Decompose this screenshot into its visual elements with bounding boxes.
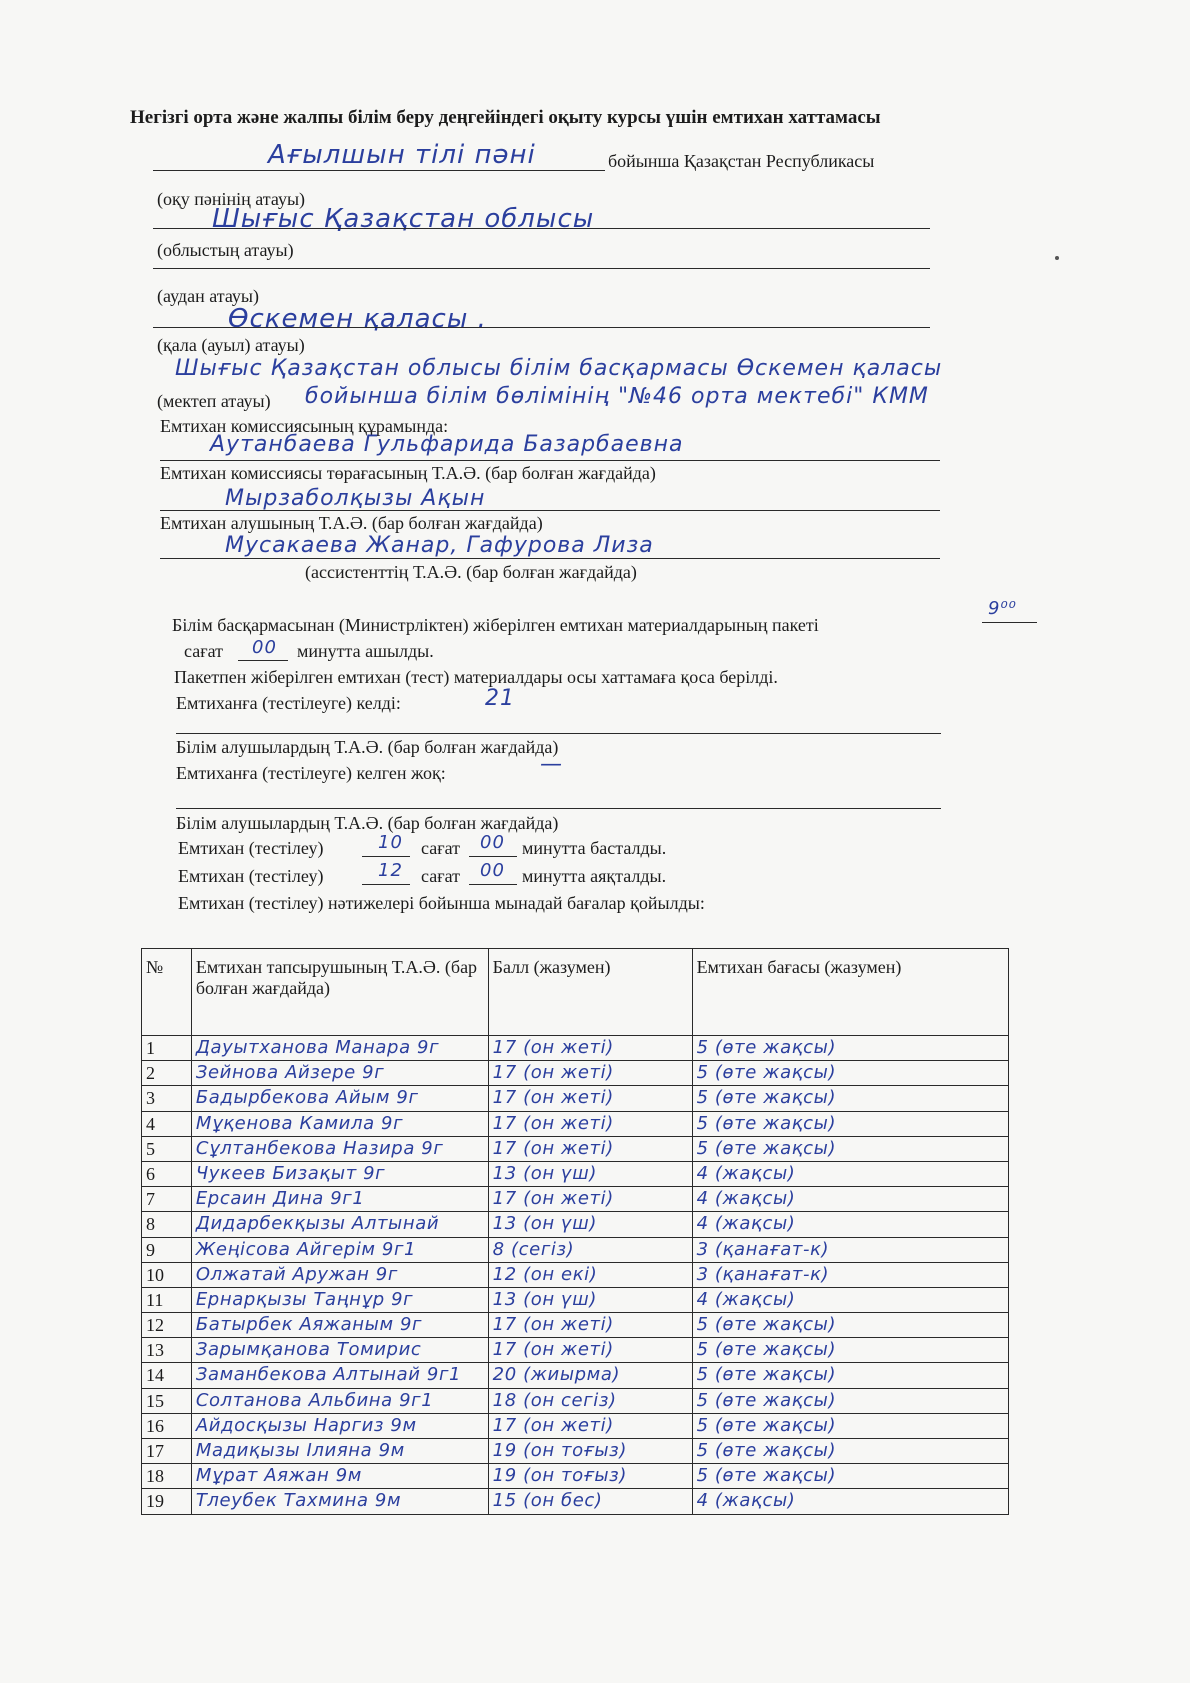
table-row	[142, 1363, 1009, 1388]
package-minute-handwritten: 00	[252, 637, 277, 658]
score-cell: 17 (он жеті)	[488, 1086, 692, 1111]
grade-cell: 5 (өте жақсы)	[692, 1363, 1008, 1388]
table-row	[142, 1237, 1009, 1262]
package-hour-line	[982, 622, 1037, 623]
start-hour-line	[362, 856, 410, 857]
score-cell: 19 (он тоғыз)	[488, 1439, 692, 1464]
row-number: 12	[142, 1313, 192, 1338]
row-number: 8	[142, 1212, 192, 1237]
came-caption: Білім алушылардың Т.А.Ә. (бар болған жағдайда)	[176, 737, 559, 757]
grade-cell: 5 (өте жақсы)	[692, 1388, 1008, 1413]
assistants-line	[160, 558, 940, 559]
row-number: 14	[142, 1363, 192, 1388]
grades-table	[141, 948, 1009, 1515]
header-number: №	[142, 949, 192, 1036]
header-name: Емтихан тапсырушының Т.А.Ә. (бар болған жағдайда)	[191, 949, 488, 1036]
start-suffix: минутта басталды.	[522, 838, 667, 858]
score-cell: 13 (он үш)	[488, 1287, 692, 1312]
start-prefix: Емтихан (тестілеу)	[178, 838, 324, 858]
school-handwritten-line2: бойынша білім бөлімінің "№46 орта мектебі" КММ	[305, 384, 929, 409]
end-prefix: Емтихан (тестілеу)	[178, 866, 324, 886]
row-number: 17	[142, 1439, 192, 1464]
row-number: 1	[142, 1036, 192, 1061]
grade-cell: 5 (өте жақсы)	[692, 1413, 1008, 1438]
score-cell: 17 (он жеті)	[488, 1413, 692, 1438]
score-cell: 8 (сегіз)	[488, 1237, 692, 1262]
examiner-line	[160, 510, 940, 511]
page-title: Негізгі орта және жалпы білім беру деңгейіндегі оқыту курсы үшін емтихан хаттамасы	[130, 107, 881, 128]
subject-line	[153, 170, 605, 171]
student-name: Мұқенова Камила 9г	[191, 1111, 488, 1136]
student-name: Чукеев Бизақыт 9г	[191, 1161, 488, 1186]
row-number: 4	[142, 1111, 192, 1136]
row-number: 13	[142, 1338, 192, 1363]
grade-cell: 3 (қанағат-к)	[692, 1237, 1008, 1262]
grade-cell: 5 (өте жақсы)	[692, 1086, 1008, 1111]
score-cell: 18 (он сегіз)	[488, 1388, 692, 1413]
absent-caption: Білім алушылардың Т.А.Ә. (бар болған жағдайда)	[176, 813, 559, 833]
score-cell: 15 (он бес)	[488, 1489, 692, 1514]
student-name: Мұрат Аяжан 9м	[191, 1464, 488, 1489]
grades-table-body	[142, 1036, 1009, 1515]
package-opened-text: минутта ашылды.	[297, 641, 434, 661]
region-caption: (облыстың атауы)	[157, 240, 294, 260]
student-name: Дауытханова Манара 9г	[191, 1036, 488, 1061]
start-hour-handwritten: 10	[378, 832, 403, 853]
row-number: 10	[142, 1262, 192, 1287]
student-name: Бадырбекова Айым 9г	[191, 1086, 488, 1111]
assistants-handwritten: Мусакаева Жанар, Гафурова Лиза	[225, 533, 654, 558]
row-number: 16	[142, 1413, 192, 1438]
chair-handwritten: Аутанбаева Гульфарида Базарбаевна	[210, 432, 684, 457]
table-row	[142, 1136, 1009, 1161]
table-row	[142, 1086, 1009, 1111]
student-name: Жеңісова Айгерім 9г1	[191, 1237, 488, 1262]
row-number: 6	[142, 1161, 192, 1186]
absent-label: Емтиханға (тестілеуге) келген жоқ:	[176, 763, 446, 783]
start-minute-handwritten: 00	[480, 832, 505, 853]
score-cell: 19 (он тоғыз)	[488, 1464, 692, 1489]
speck-mark	[1055, 256, 1059, 260]
school-caption: (мектеп атауы)	[157, 391, 271, 411]
student-name: Зейнова Айзере 9г	[191, 1061, 488, 1086]
score-cell: 17 (он жеті)	[488, 1136, 692, 1161]
student-name: Заманбекова Алтынай 9г1	[191, 1363, 488, 1388]
header-grade: Емтихан бағасы (жазумен)	[692, 949, 1008, 1036]
chair-caption: Емтихан комиссиясы төрағасының Т.А.Ә. (бар болған жағдайда)	[160, 463, 656, 483]
table-row	[142, 1161, 1009, 1186]
grade-cell: 5 (өте жақсы)	[692, 1338, 1008, 1363]
score-cell: 12 (он екі)	[488, 1262, 692, 1287]
table-row	[142, 1187, 1009, 1212]
package-minute-line	[238, 660, 288, 661]
end-hour-word: сағат	[421, 866, 460, 886]
results-text: Емтихан (тестілеу) нәтижелері бойынша мынадай бағалар қойылды:	[178, 893, 705, 913]
absent-line	[176, 808, 941, 809]
row-number: 7	[142, 1187, 192, 1212]
grade-cell: 5 (өте жақсы)	[692, 1136, 1008, 1161]
subject-handwritten: Ағылшын тілі пәні	[268, 140, 536, 170]
grade-cell: 3 (қанағат-к)	[692, 1262, 1008, 1287]
student-name: Солтанова Альбина 9г1	[191, 1388, 488, 1413]
examiner-handwritten: Мырзаболқызы Ақын	[225, 486, 486, 511]
table-row	[142, 1036, 1009, 1061]
student-name: Батырбек Аяжаным 9г	[191, 1313, 488, 1338]
table-header-row	[142, 949, 1009, 1036]
end-minute-line	[469, 884, 517, 885]
package-hour-handwritten: 9⁰⁰	[988, 598, 1017, 619]
chair-line	[160, 460, 940, 461]
table-row	[142, 1439, 1009, 1464]
city-caption: (қала (ауыл) атауы)	[157, 335, 305, 355]
student-name: Ернарқызы Таңнұр 9г	[191, 1287, 488, 1312]
region-handwritten: Шығыс Қазақстан облысы	[212, 204, 595, 234]
package-attached-text: Пакетпен жіберілген емтихан (тест) материалдары осы хаттамаға қоса берілді.	[174, 667, 778, 687]
district-line	[153, 268, 930, 269]
header-score: Балл (жазумен)	[488, 949, 692, 1036]
start-minute-line	[469, 856, 517, 857]
table-row	[142, 1388, 1009, 1413]
score-cell: 13 (он үш)	[488, 1161, 692, 1186]
end-suffix: минутта аяқталды.	[522, 866, 667, 886]
row-number: 2	[142, 1061, 192, 1086]
score-cell: 17 (он жеті)	[488, 1187, 692, 1212]
package-hour-word: сағат	[184, 641, 223, 661]
absent-handwritten: —	[540, 752, 563, 777]
score-cell: 17 (он жеті)	[488, 1061, 692, 1086]
grade-cell: 5 (өте жақсы)	[692, 1313, 1008, 1338]
grade-cell: 5 (өте жақсы)	[692, 1061, 1008, 1086]
school-handwritten-line1: Шығыс Қазақстан облысы білім басқармасы Өскемен қаласы	[175, 356, 943, 381]
district-caption: (аудан атауы)	[157, 286, 259, 306]
region-line	[153, 228, 930, 229]
score-cell: 17 (он жеті)	[488, 1036, 692, 1061]
student-name: Тлеубек Тахмина 9м	[191, 1489, 488, 1514]
score-cell: 20 (жиырма)	[488, 1363, 692, 1388]
table-row	[142, 1413, 1009, 1438]
student-name: Мадиқызы Ілияна 9м	[191, 1439, 488, 1464]
grade-cell: 4 (жақсы)	[692, 1212, 1008, 1237]
student-name: Олжатай Аружан 9г	[191, 1262, 488, 1287]
table-row	[142, 1061, 1009, 1086]
grade-cell: 5 (өте жақсы)	[692, 1439, 1008, 1464]
commission-heading: Емтихан комиссиясының құрамында:	[160, 416, 449, 436]
grade-cell: 4 (жақсы)	[692, 1187, 1008, 1212]
came-label: Емтиханға (тестілеуге) келді:	[176, 693, 401, 713]
came-handwritten: 21	[485, 686, 515, 711]
row-number: 5	[142, 1136, 192, 1161]
examiner-caption: Емтихан алушының Т.А.Ә. (бар болған жағдайда)	[160, 513, 543, 533]
score-cell: 17 (он жеті)	[488, 1338, 692, 1363]
start-hour-word: сағат	[421, 838, 460, 858]
student-name: Зарымқанова Томирис	[191, 1338, 488, 1363]
grade-cell: 5 (өте жақсы)	[692, 1111, 1008, 1136]
assistants-caption: (ассистенттің Т.А.Ә. (бар болған жағдайда)	[305, 562, 637, 582]
student-name: Айдосқызы Наргиз 9м	[191, 1413, 488, 1438]
student-name: Дидарбекқызы Алтынай	[191, 1212, 488, 1237]
student-name: Сұлтанбекова Назира 9г	[191, 1136, 488, 1161]
subject-caption: (оқу пәнінің атауы)	[157, 189, 306, 209]
came-line	[176, 733, 941, 734]
row-number: 18	[142, 1464, 192, 1489]
table-row	[142, 1287, 1009, 1312]
row-number: 15	[142, 1388, 192, 1413]
row-number: 3	[142, 1086, 192, 1111]
city-line	[153, 327, 930, 328]
score-cell: 17 (он жеті)	[488, 1111, 692, 1136]
city-handwritten: Өскемен қаласы .	[228, 304, 487, 334]
table-row	[142, 1464, 1009, 1489]
row-number: 11	[142, 1287, 192, 1312]
grade-cell: 4 (жақсы)	[692, 1161, 1008, 1186]
end-hour-line	[362, 884, 410, 885]
grade-cell: 4 (жақсы)	[692, 1287, 1008, 1312]
grade-cell: 5 (өте жақсы)	[692, 1464, 1008, 1489]
table-row	[142, 1212, 1009, 1237]
table-row	[142, 1313, 1009, 1338]
end-hour-handwritten: 12	[378, 860, 403, 881]
score-cell: 13 (он үш)	[488, 1212, 692, 1237]
table-row	[142, 1489, 1009, 1514]
student-name: Ерсаин Дина 9г1	[191, 1187, 488, 1212]
row-number: 19	[142, 1489, 192, 1514]
grade-cell: 5 (өте жақсы)	[692, 1036, 1008, 1061]
package-text: Білім басқармасынан (Министрліктен) жіберілген емтихан материалдарының пакеті	[172, 615, 819, 635]
table-row	[142, 1262, 1009, 1287]
score-cell: 17 (он жеті)	[488, 1313, 692, 1338]
row-number: 9	[142, 1237, 192, 1262]
table-row	[142, 1111, 1009, 1136]
grade-cell: 4 (жақсы)	[692, 1489, 1008, 1514]
table-row	[142, 1338, 1009, 1363]
end-minute-handwritten: 00	[480, 860, 505, 881]
subject-suffix: бойынша Қазақстан Республикасы	[608, 151, 875, 171]
